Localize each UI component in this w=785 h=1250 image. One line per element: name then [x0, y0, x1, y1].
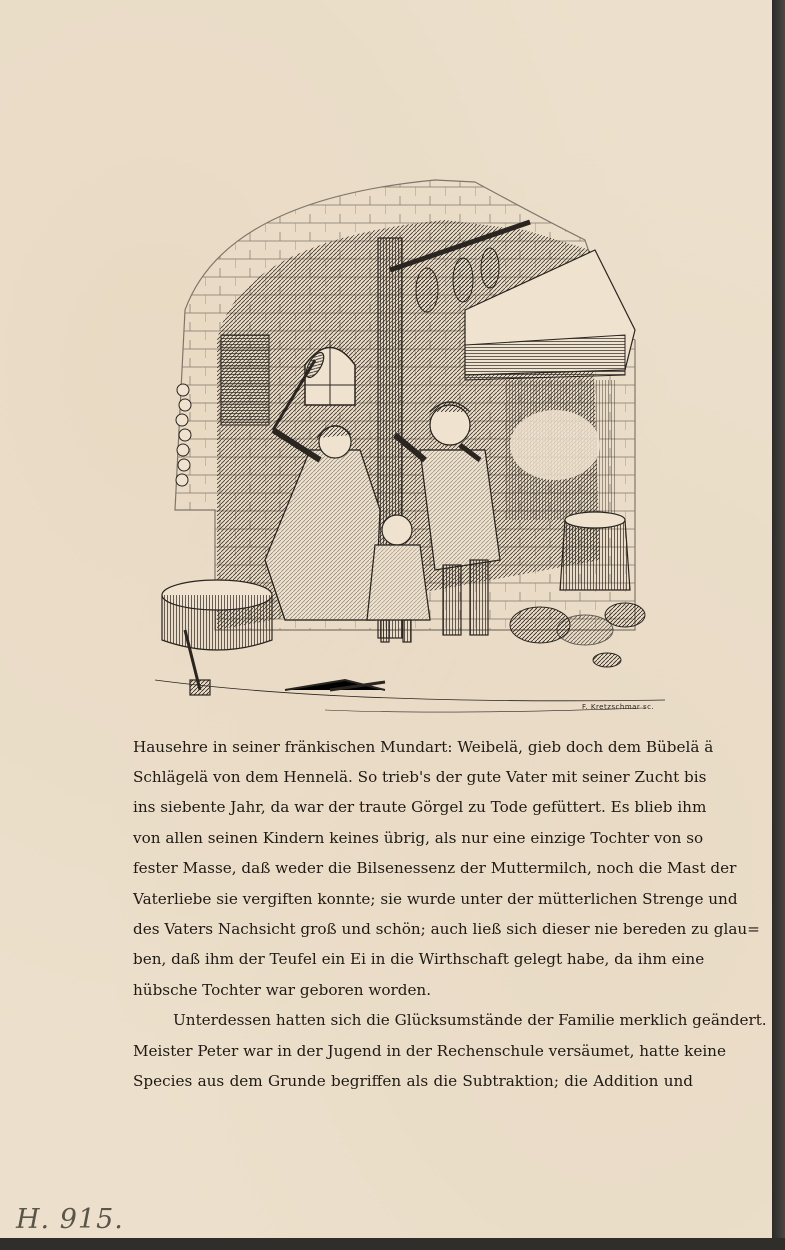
text-line: Hausehre in seiner fränkischen Mundart: Weibelä, gieb doch dem Bübelä ä [133, 738, 714, 756]
engraver-signature: F. Kretzschmar sc. [582, 703, 655, 711]
text-line: Species aus dem Grunde begriffen als die Subtraktion; die Addition und [133, 1072, 693, 1090]
text-line: ins siebente Jahr, da war der traute Görgel zu Tode gefüttert. Es blieb ihm [133, 798, 707, 816]
kitchen-scene-illustration [145, 160, 675, 725]
scan-background [0, 1238, 785, 1250]
text-line: hübsche Tochter war geboren worden. [133, 981, 432, 999]
adjacent-page-edge [772, 0, 785, 1250]
text-line: Meister Peter war in der Jugend in der Rechenschule versäumet, hatte keine [133, 1042, 726, 1060]
text-line: Vaterliebe sie vergiften konnte; sie wurde unter der mütterlichen Strenge und [133, 890, 738, 908]
text-line: Unterdessen hatten sich die Glücksumstände der Familie merklich geändert. [173, 1011, 767, 1029]
text-line: von allen seinen Kindern keines übrig, als nur eine einzige Tochter von so [133, 829, 704, 847]
text-line: Schlägelä von dem Hennelä. So trieb's der gute Vater mit seiner Zucht bis [133, 768, 707, 786]
text-line: fester Masse, daß weder die Bilsenessenz der Muttermilch, noch die Mast der [133, 859, 737, 877]
text-line: des Vaters Nachsicht groß und schön; auch ließ sich dieser nie bereden zu glau= [133, 920, 760, 938]
text-line: ben, daß ihm der Teufel ein Ei in die Wirthschaft gelegt habe, da ihm eine [133, 950, 705, 968]
shelfmark-annotation: H. 915. [16, 1204, 124, 1235]
